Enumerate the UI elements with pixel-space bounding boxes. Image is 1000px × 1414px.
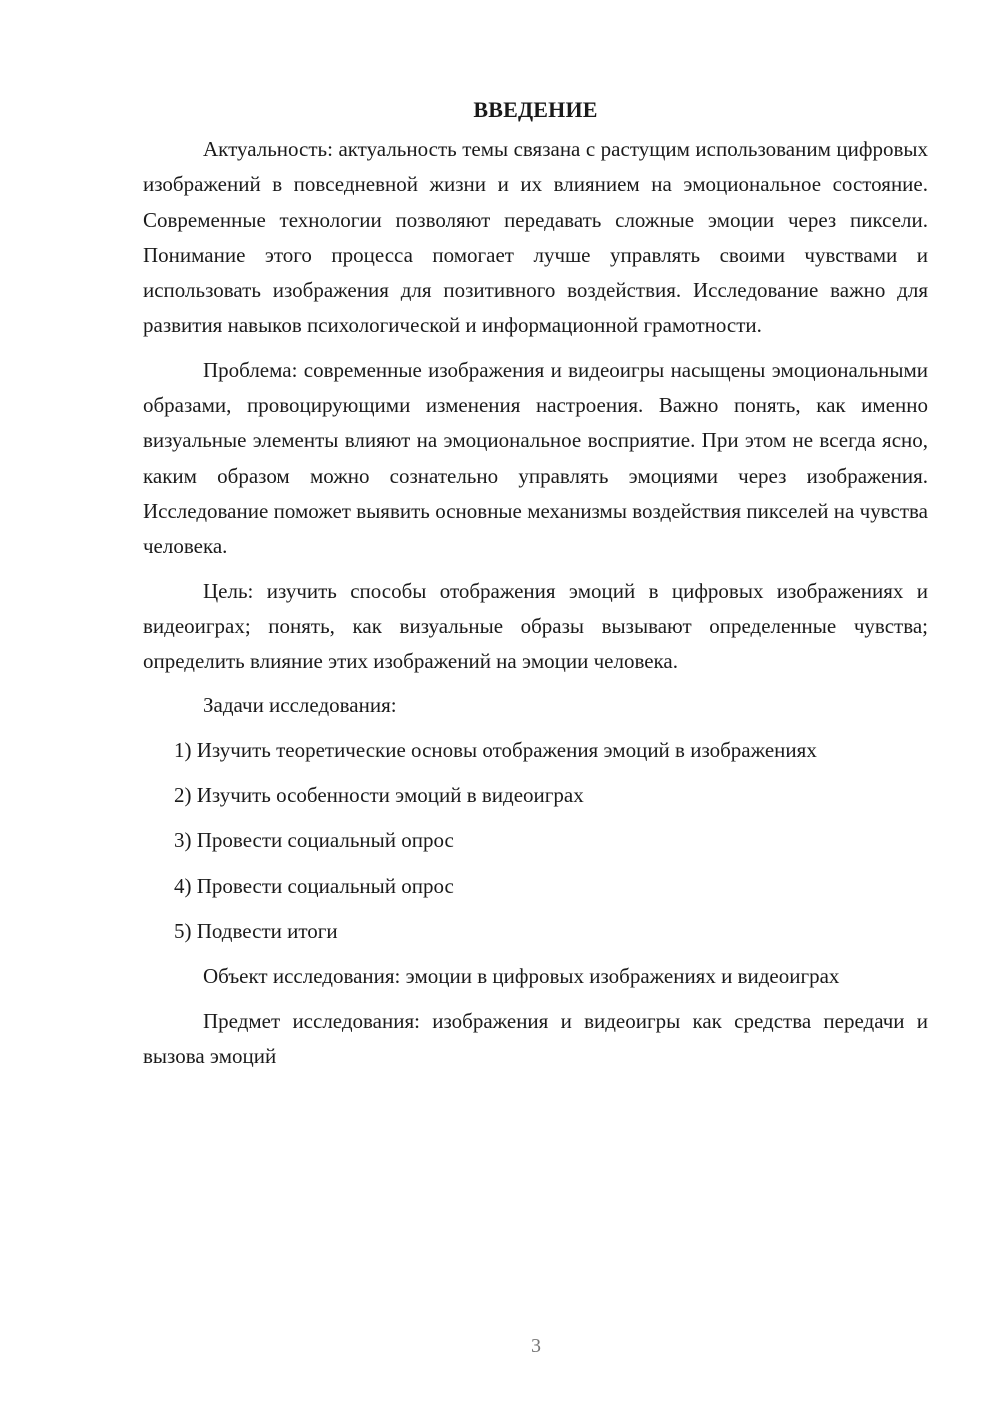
- list-item: 2) Изучить особенности эмоций в видеоиграх: [174, 783, 584, 808]
- page-number: 3: [531, 1335, 541, 1357]
- list-item: 4) Провести социальный опрос: [174, 873, 454, 898]
- subject-paragraph: Предмет исследования: изображения и видеоигры как средства передачи и вызова эмоций: [143, 1008, 928, 1068]
- document-body: [143, 92, 928, 1083]
- list-item: 3) Провести социальный опрос: [174, 828, 454, 853]
- tasks-list: [143, 733, 928, 949]
- relevance-paragraph: Актуальность: актуальность темы связана с растущим использованим цифровых изображений в повседневной жизни и их влиянием на эмоциональное состояние. Современные технологии позволяют передавать сложные эмоции через пиксели. Понимание этого процесса помогает лучше управлять своими чувствами и использовать изображения для позитивного воздействия. Исследование важно для развития навыков психологической и информационной грамотности.: [143, 137, 928, 338]
- tasks-heading: Задачи исследования:: [203, 693, 397, 718]
- list-item: 1) Изучить теоретические основы отображения эмоций в изображениях: [174, 737, 817, 762]
- list-item: 5) Подвести итоги: [174, 918, 338, 943]
- section-title: ВВЕДЕНИЕ: [473, 97, 598, 122]
- goal-paragraph: Цель: изучить способы отображения эмоций в цифровых изображениях и видеоиграх; понять, как визуальные образы вызывают определенные чувства; определить влияние этих изображений на эмоции человека.: [143, 578, 928, 674]
- object-paragraph: Объект исследования: эмоции в цифровых изображениях и видеоиграх: [203, 964, 840, 989]
- problem-paragraph: Проблема: современные изображения и видеоигры насыщены эмоциональными образами, провоцирующими изменения настроения. Важно понять, как именно визуальные элементы влияют на эмоциональное восприятие. При этом не всегда ясно, каким образом можно сознательно управлять эмоциями через изображения. Исследование поможет выявить основные механизмы воздействия пикселей на чувства человека.: [143, 357, 928, 559]
